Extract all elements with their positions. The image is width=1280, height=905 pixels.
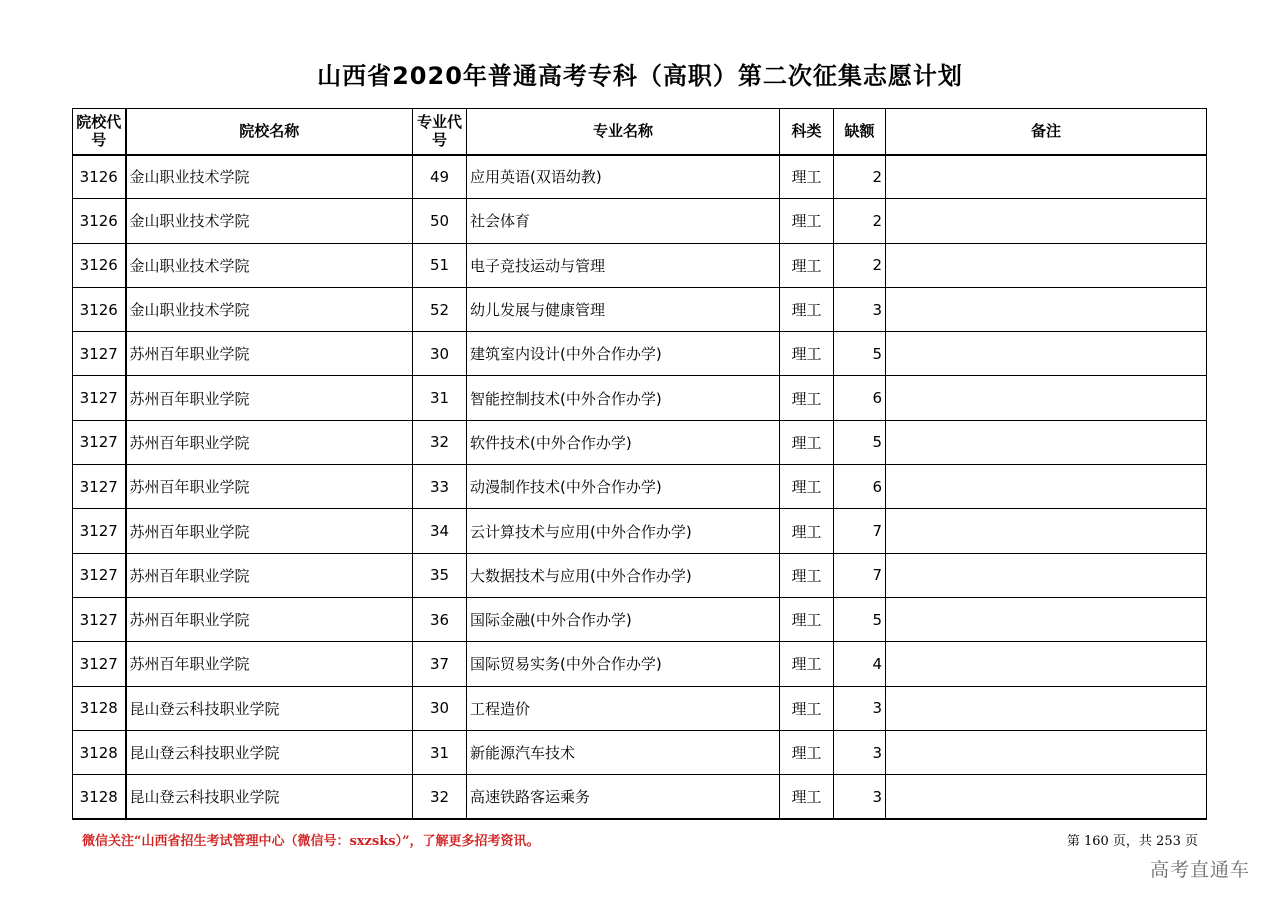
enrollment-plan-table	[72, 108, 1207, 820]
table-row	[73, 553, 1207, 597]
cell-major-code: 50	[413, 199, 467, 243]
table-row	[73, 597, 1207, 641]
header-major-name: 专业名称	[467, 109, 780, 155]
cell-category: 理工	[780, 243, 834, 287]
cell-remarks	[886, 553, 1207, 597]
cell-vacancies: 3	[834, 287, 886, 331]
cell-school-name: 苏州百年职业学院	[126, 420, 413, 464]
cell-remarks	[886, 775, 1207, 819]
cell-vacancies: 3	[834, 775, 886, 819]
cell-category: 理工	[780, 199, 834, 243]
wechat-notice: 微信关注“山西省招生考试管理中心（微信号：sxzsks）”，了解更多招考资讯。	[82, 834, 540, 849]
cell-remarks	[886, 509, 1207, 553]
cell-school-name: 昆山登云科技职业学院	[126, 775, 413, 819]
cell-school-code: 3127	[73, 376, 126, 420]
cell-school-code: 3128	[73, 730, 126, 774]
cell-school-code: 3127	[73, 597, 126, 641]
cell-category: 理工	[780, 597, 834, 641]
table-row	[73, 686, 1207, 730]
table-row	[73, 155, 1207, 199]
cell-remarks	[886, 420, 1207, 464]
cell-school-code: 3127	[73, 553, 126, 597]
cell-school-name: 昆山登云科技职业学院	[126, 686, 413, 730]
cell-major-code: 32	[413, 775, 467, 819]
table-row	[73, 642, 1207, 686]
cell-major-name: 建筑室内设计(中外合作办学)	[467, 332, 780, 376]
cell-school-name: 昆山登云科技职业学院	[126, 730, 413, 774]
cell-school-code: 3128	[73, 686, 126, 730]
table-row	[73, 243, 1207, 287]
cell-major-code: 32	[413, 420, 467, 464]
cell-major-code: 33	[413, 465, 467, 509]
cell-remarks	[886, 199, 1207, 243]
header-school-name: 院校名称	[126, 109, 413, 155]
cell-major-name: 智能控制技术(中外合作办学)	[467, 376, 780, 420]
cell-category: 理工	[780, 420, 834, 464]
cell-category: 理工	[780, 553, 834, 597]
cell-school-code: 3126	[73, 243, 126, 287]
page-number: 第 160 页，共 253 页	[1066, 834, 1198, 849]
table-row	[73, 465, 1207, 509]
cell-category: 理工	[780, 509, 834, 553]
cell-major-code: 31	[413, 730, 467, 774]
cell-vacancies: 5	[834, 420, 886, 464]
cell-major-name: 动漫制作技术(中外合作办学)	[467, 465, 780, 509]
cell-vacancies: 2	[834, 155, 886, 199]
cell-school-name: 苏州百年职业学院	[126, 465, 413, 509]
header-school-code: 院校代号	[73, 109, 126, 155]
cell-vacancies: 2	[834, 199, 886, 243]
cell-school-code: 3126	[73, 287, 126, 331]
table-header-row	[73, 109, 1207, 155]
cell-school-name: 苏州百年职业学院	[126, 642, 413, 686]
cell-major-name: 新能源汽车技术	[467, 730, 780, 774]
cell-school-name: 苏州百年职业学院	[126, 376, 413, 420]
table-row	[73, 730, 1207, 774]
watermark-text: 高考直通车	[1149, 859, 1250, 881]
cell-major-name: 应用英语(双语幼教)	[467, 155, 780, 199]
page-title: 山西省2020年普通高考专科（高职）第二次征集志愿计划	[317, 62, 963, 90]
cell-major-name: 高速铁路客运乘务	[467, 775, 780, 819]
cell-school-name: 金山职业技术学院	[126, 243, 413, 287]
cell-remarks	[886, 332, 1207, 376]
cell-school-code: 3127	[73, 332, 126, 376]
cell-school-name: 苏州百年职业学院	[126, 509, 413, 553]
cell-remarks	[886, 730, 1207, 774]
cell-category: 理工	[780, 287, 834, 331]
cell-remarks	[886, 287, 1207, 331]
cell-category: 理工	[780, 686, 834, 730]
cell-major-name: 电子竞技运动与管理	[467, 243, 780, 287]
cell-school-code: 3128	[73, 775, 126, 819]
cell-major-name: 社会体育	[467, 199, 780, 243]
cell-major-code: 49	[413, 155, 467, 199]
cell-vacancies: 7	[834, 553, 886, 597]
cell-major-name: 云计算技术与应用(中外合作办学)	[467, 509, 780, 553]
cell-school-name: 金山职业技术学院	[126, 155, 413, 199]
table-row	[73, 376, 1207, 420]
cell-remarks	[886, 465, 1207, 509]
cell-major-name: 工程造价	[467, 686, 780, 730]
cell-category: 理工	[780, 376, 834, 420]
cell-vacancies: 5	[834, 597, 886, 641]
cell-remarks	[886, 243, 1207, 287]
cell-major-name: 国际金融(中外合作办学)	[467, 597, 780, 641]
cell-vacancies: 3	[834, 730, 886, 774]
cell-vacancies: 7	[834, 509, 886, 553]
cell-major-name: 大数据技术与应用(中外合作办学)	[467, 553, 780, 597]
cell-vacancies: 5	[834, 332, 886, 376]
cell-vacancies: 2	[834, 243, 886, 287]
cell-category: 理工	[780, 465, 834, 509]
cell-remarks	[886, 597, 1207, 641]
cell-school-name: 苏州百年职业学院	[126, 553, 413, 597]
cell-major-name: 软件技术(中外合作办学)	[467, 420, 780, 464]
cell-major-code: 35	[413, 553, 467, 597]
table-body	[73, 155, 1207, 819]
cell-category: 理工	[780, 332, 834, 376]
table-row	[73, 287, 1207, 331]
header-remarks: 备注	[886, 109, 1207, 155]
cell-school-code: 3126	[73, 155, 126, 199]
cell-category: 理工	[780, 730, 834, 774]
cell-major-code: 36	[413, 597, 467, 641]
cell-major-code: 31	[413, 376, 467, 420]
cell-school-name: 金山职业技术学院	[126, 287, 413, 331]
cell-major-code: 51	[413, 243, 467, 287]
cell-major-code: 34	[413, 509, 467, 553]
cell-vacancies: 3	[834, 686, 886, 730]
table-row	[73, 420, 1207, 464]
cell-school-name: 苏州百年职业学院	[126, 597, 413, 641]
cell-major-code: 30	[413, 332, 467, 376]
cell-vacancies: 4	[834, 642, 886, 686]
cell-category: 理工	[780, 155, 834, 199]
table-row	[73, 199, 1207, 243]
cell-remarks	[886, 155, 1207, 199]
table-row	[73, 509, 1207, 553]
cell-school-name: 苏州百年职业学院	[126, 332, 413, 376]
cell-vacancies: 6	[834, 465, 886, 509]
cell-school-code: 3127	[73, 642, 126, 686]
cell-major-code: 30	[413, 686, 467, 730]
cell-school-code: 3126	[73, 199, 126, 243]
header-vacancies: 缺额	[834, 109, 886, 155]
cell-remarks	[886, 686, 1207, 730]
cell-school-name: 金山职业技术学院	[126, 199, 413, 243]
cell-category: 理工	[780, 642, 834, 686]
header-major-code: 专业代号	[413, 109, 467, 155]
cell-remarks	[886, 376, 1207, 420]
cell-school-code: 3127	[73, 509, 126, 553]
cell-school-code: 3127	[73, 420, 126, 464]
cell-major-name: 幼儿发展与健康管理	[467, 287, 780, 331]
cell-school-code: 3127	[73, 465, 126, 509]
table-row	[73, 775, 1207, 819]
cell-vacancies: 6	[834, 376, 886, 420]
cell-remarks	[886, 642, 1207, 686]
table-row	[73, 332, 1207, 376]
cell-major-code: 37	[413, 642, 467, 686]
cell-category: 理工	[780, 775, 834, 819]
cell-major-name: 国际贸易实务(中外合作办学)	[467, 642, 780, 686]
header-category: 科类	[780, 109, 834, 155]
cell-major-code: 52	[413, 287, 467, 331]
